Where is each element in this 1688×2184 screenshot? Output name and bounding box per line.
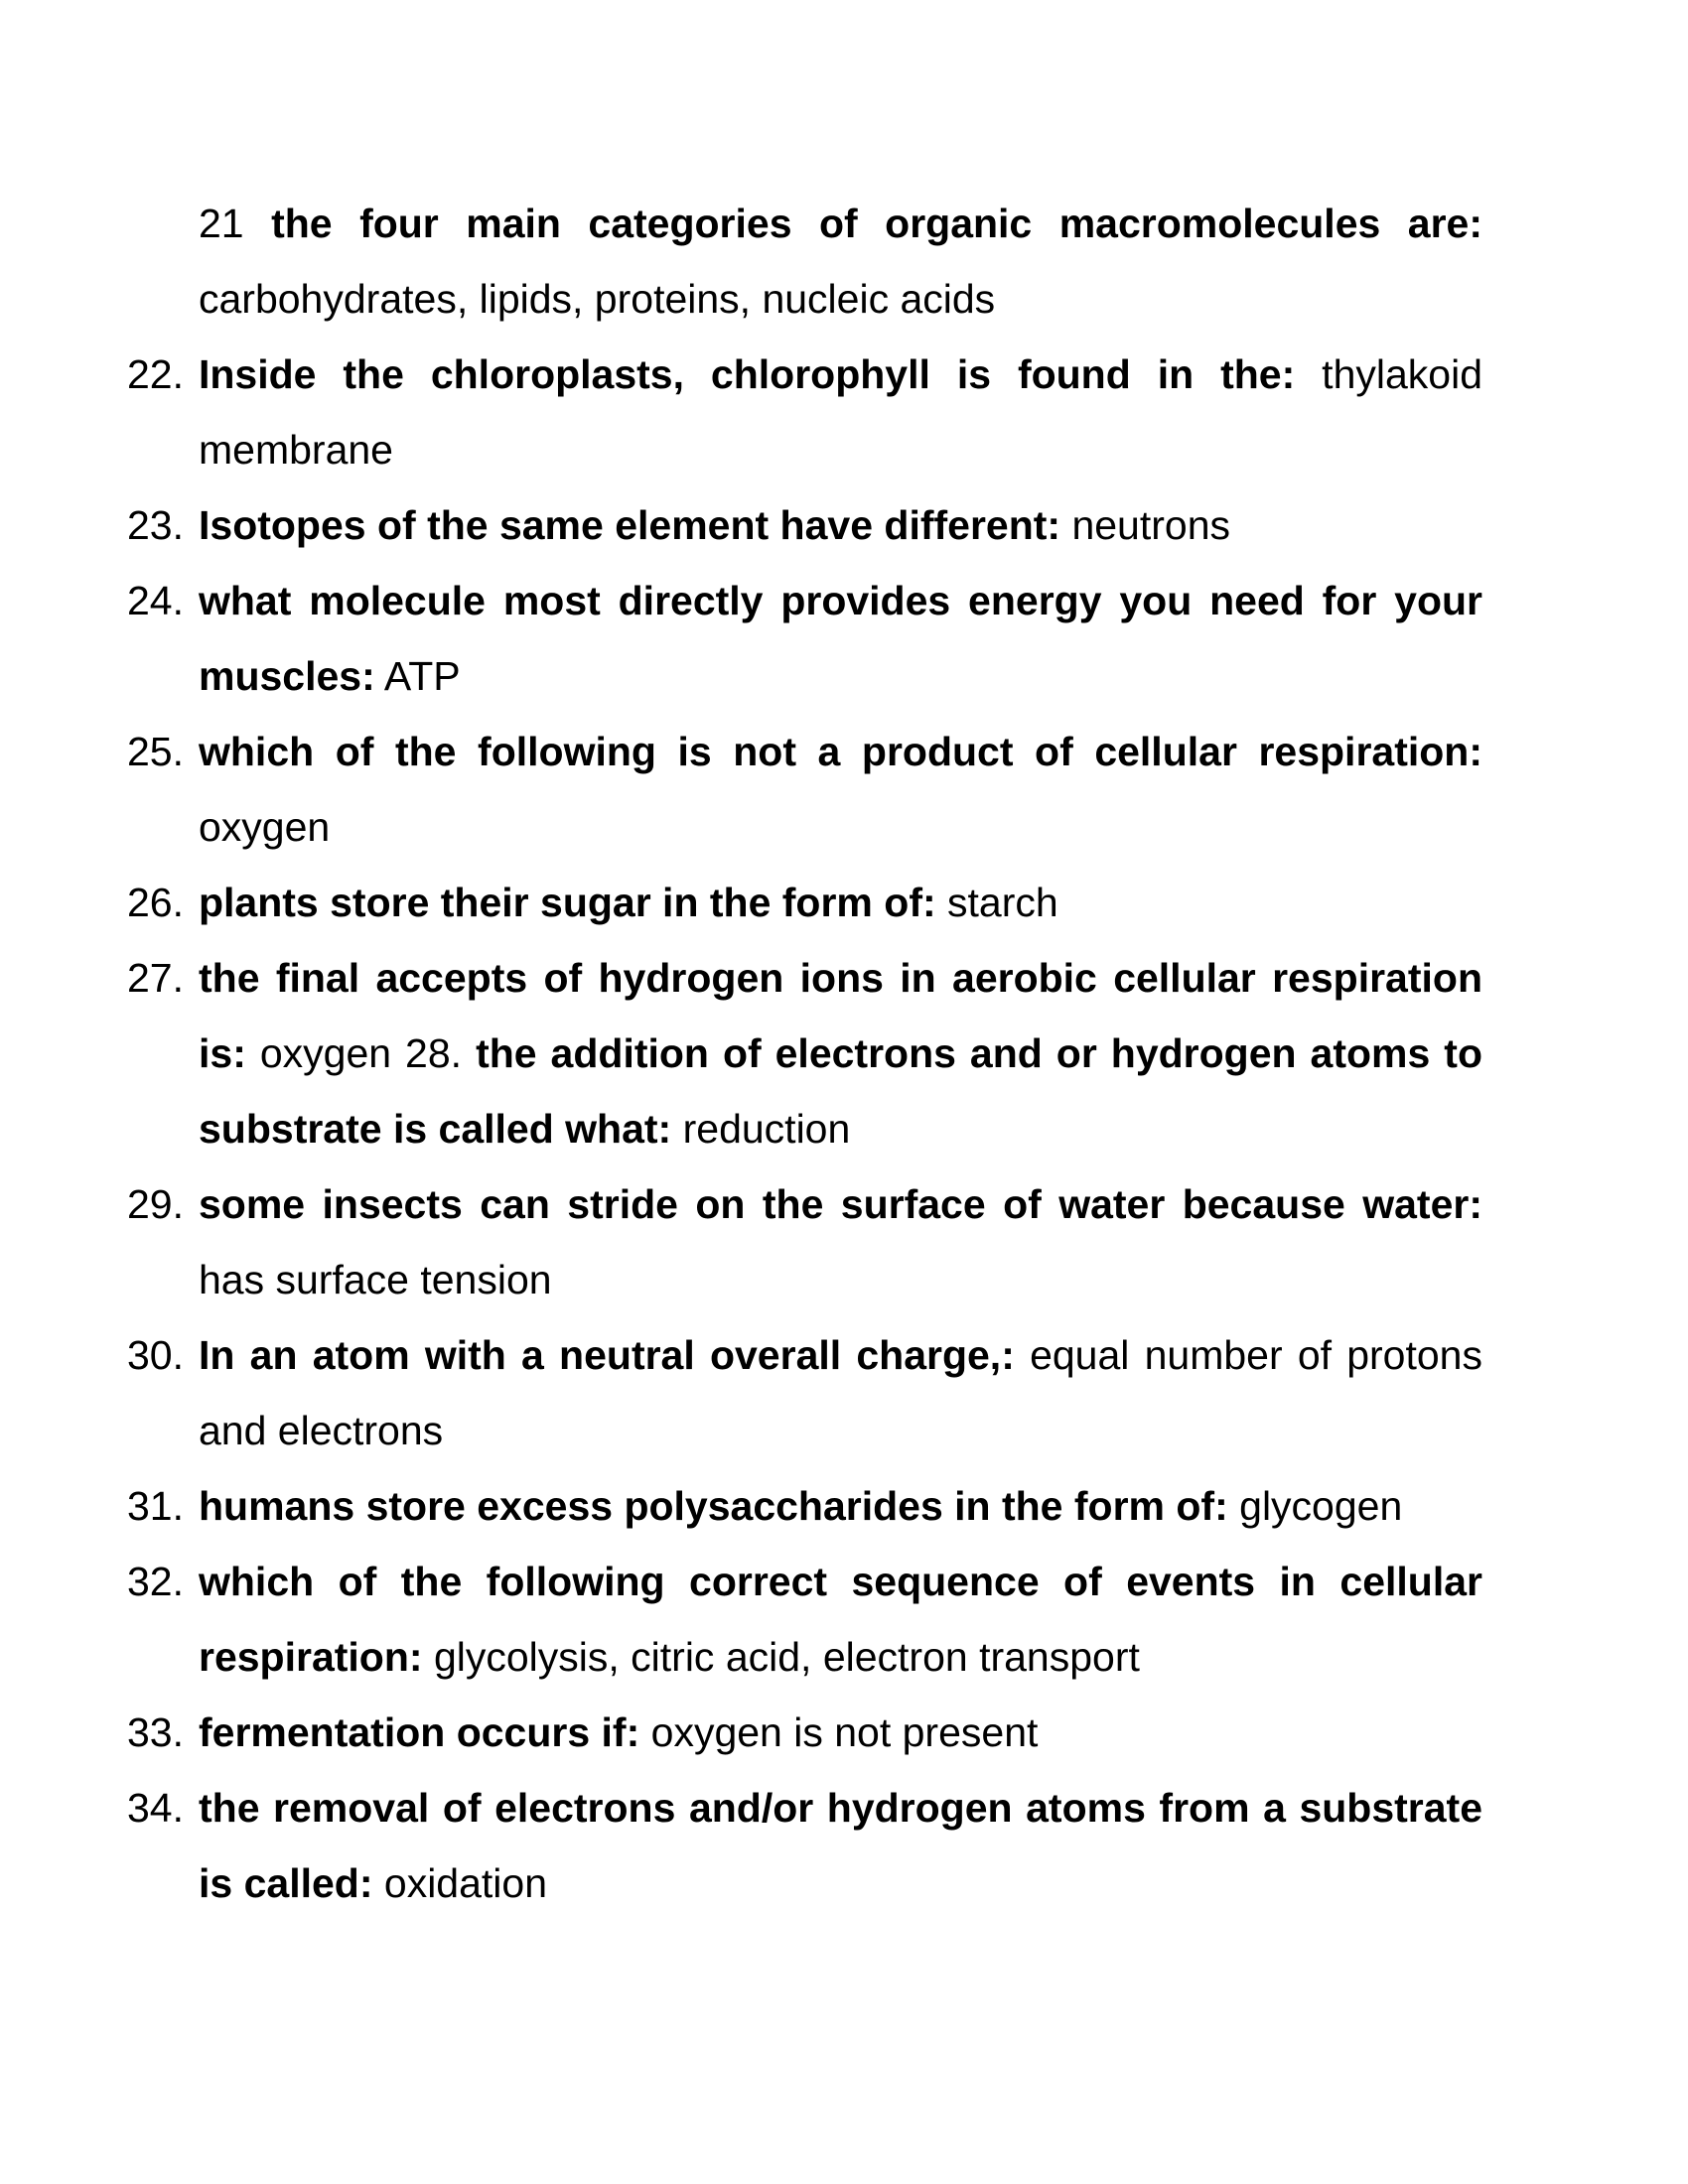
item-text	[199, 1544, 1482, 1695]
item-number: 22.	[127, 351, 184, 397]
item-text	[199, 714, 1482, 865]
list-item	[127, 1770, 1482, 1921]
item-answer: thylakoid membrane	[199, 351, 1482, 473]
list-item	[127, 1317, 1482, 1468]
item-question: plants store their sugar in the form of:	[199, 880, 936, 925]
item-question-merged: the addition of electrons and or hydrogen atoms to substrate is called what:	[199, 1030, 1482, 1152]
item-number: 24.	[127, 578, 184, 623]
item-text	[199, 940, 1482, 1166]
list-item	[127, 563, 1482, 714]
list-item	[127, 1468, 1482, 1544]
item-number: 23.	[127, 502, 184, 548]
item-question: Inside the chloroplasts, chlorophyll is found in the:	[199, 351, 1296, 397]
item-number: 32.	[127, 1559, 184, 1604]
list-item	[127, 714, 1482, 865]
item-answer-merged: reduction	[682, 1106, 851, 1152]
item-question: the final accepts of hydrogen ions in aerobic cellular respiration is:	[199, 955, 1482, 1076]
item-text	[199, 1770, 1482, 1921]
item-number: 25.	[127, 729, 184, 774]
item-question: which of the following correct sequence of events in cellular respiration:	[199, 1559, 1482, 1680]
item-answer: glycolysis, citric acid, electron transport	[433, 1634, 1140, 1680]
item-answer: neutrons	[1071, 502, 1231, 548]
list-item	[127, 1166, 1482, 1317]
item-question: what molecule most directly provides energy you need for your muscles:	[199, 578, 1482, 699]
list-item	[127, 865, 1482, 940]
item-answer: oxidation	[383, 1860, 548, 1906]
item-answer: oxygen is not present	[650, 1709, 1039, 1755]
list-item	[127, 940, 1482, 1166]
list-item	[127, 487, 1482, 563]
item-answer: has surface tension	[199, 1257, 552, 1302]
item-question: Isotopes of the same element have different:	[199, 502, 1061, 548]
item-answer: equal number of protons and electrons	[199, 1332, 1482, 1453]
item-answer: oxygen	[199, 804, 331, 850]
item-number: 29.	[127, 1181, 184, 1227]
item-question: the removal of electrons and/or hydrogen atoms from a substrate is called:	[199, 1785, 1482, 1906]
item-text	[199, 1166, 1482, 1317]
item-question: some insects can stride on the surface of water because water:	[199, 1181, 1482, 1227]
item-number: 31.	[127, 1483, 184, 1529]
list-item	[127, 186, 1482, 337]
item-number: 27.	[127, 955, 184, 1001]
item-text	[199, 337, 1482, 487]
item-question: the four main categories of organic macromolecules are:	[271, 201, 1482, 246]
item-text	[199, 487, 1482, 563]
item-answer: ATP	[383, 653, 461, 699]
item-answer: glycogen	[1239, 1483, 1403, 1529]
item-number: 26.	[127, 880, 184, 925]
list-item	[127, 337, 1482, 487]
item-number: 30.	[127, 1332, 184, 1378]
item-question: which of the following is not a product of cellular respiration:	[199, 729, 1482, 774]
item-text	[199, 563, 1482, 714]
item-text	[199, 186, 1482, 337]
item-number: 33.	[127, 1709, 184, 1755]
item-number: 34.	[127, 1785, 184, 1831]
item-answer: starch	[947, 880, 1058, 925]
item-text	[199, 865, 1482, 940]
item-text	[199, 1695, 1482, 1770]
list-item	[127, 1695, 1482, 1770]
item-number: 21	[199, 201, 244, 246]
list-item	[127, 1544, 1482, 1695]
question-list	[127, 186, 1482, 1921]
item-answer: oxygen 28.	[259, 1030, 463, 1076]
item-question: humans store excess polysaccharides in the form of:	[199, 1483, 1228, 1529]
item-text	[199, 1317, 1482, 1468]
item-answer: carbohydrates, lipids, proteins, nucleic acids	[199, 276, 996, 322]
item-question: In an atom with a neutral overall charge,:	[199, 1332, 1015, 1378]
item-question: fermentation occurs if:	[199, 1709, 640, 1755]
item-text	[199, 1468, 1482, 1544]
